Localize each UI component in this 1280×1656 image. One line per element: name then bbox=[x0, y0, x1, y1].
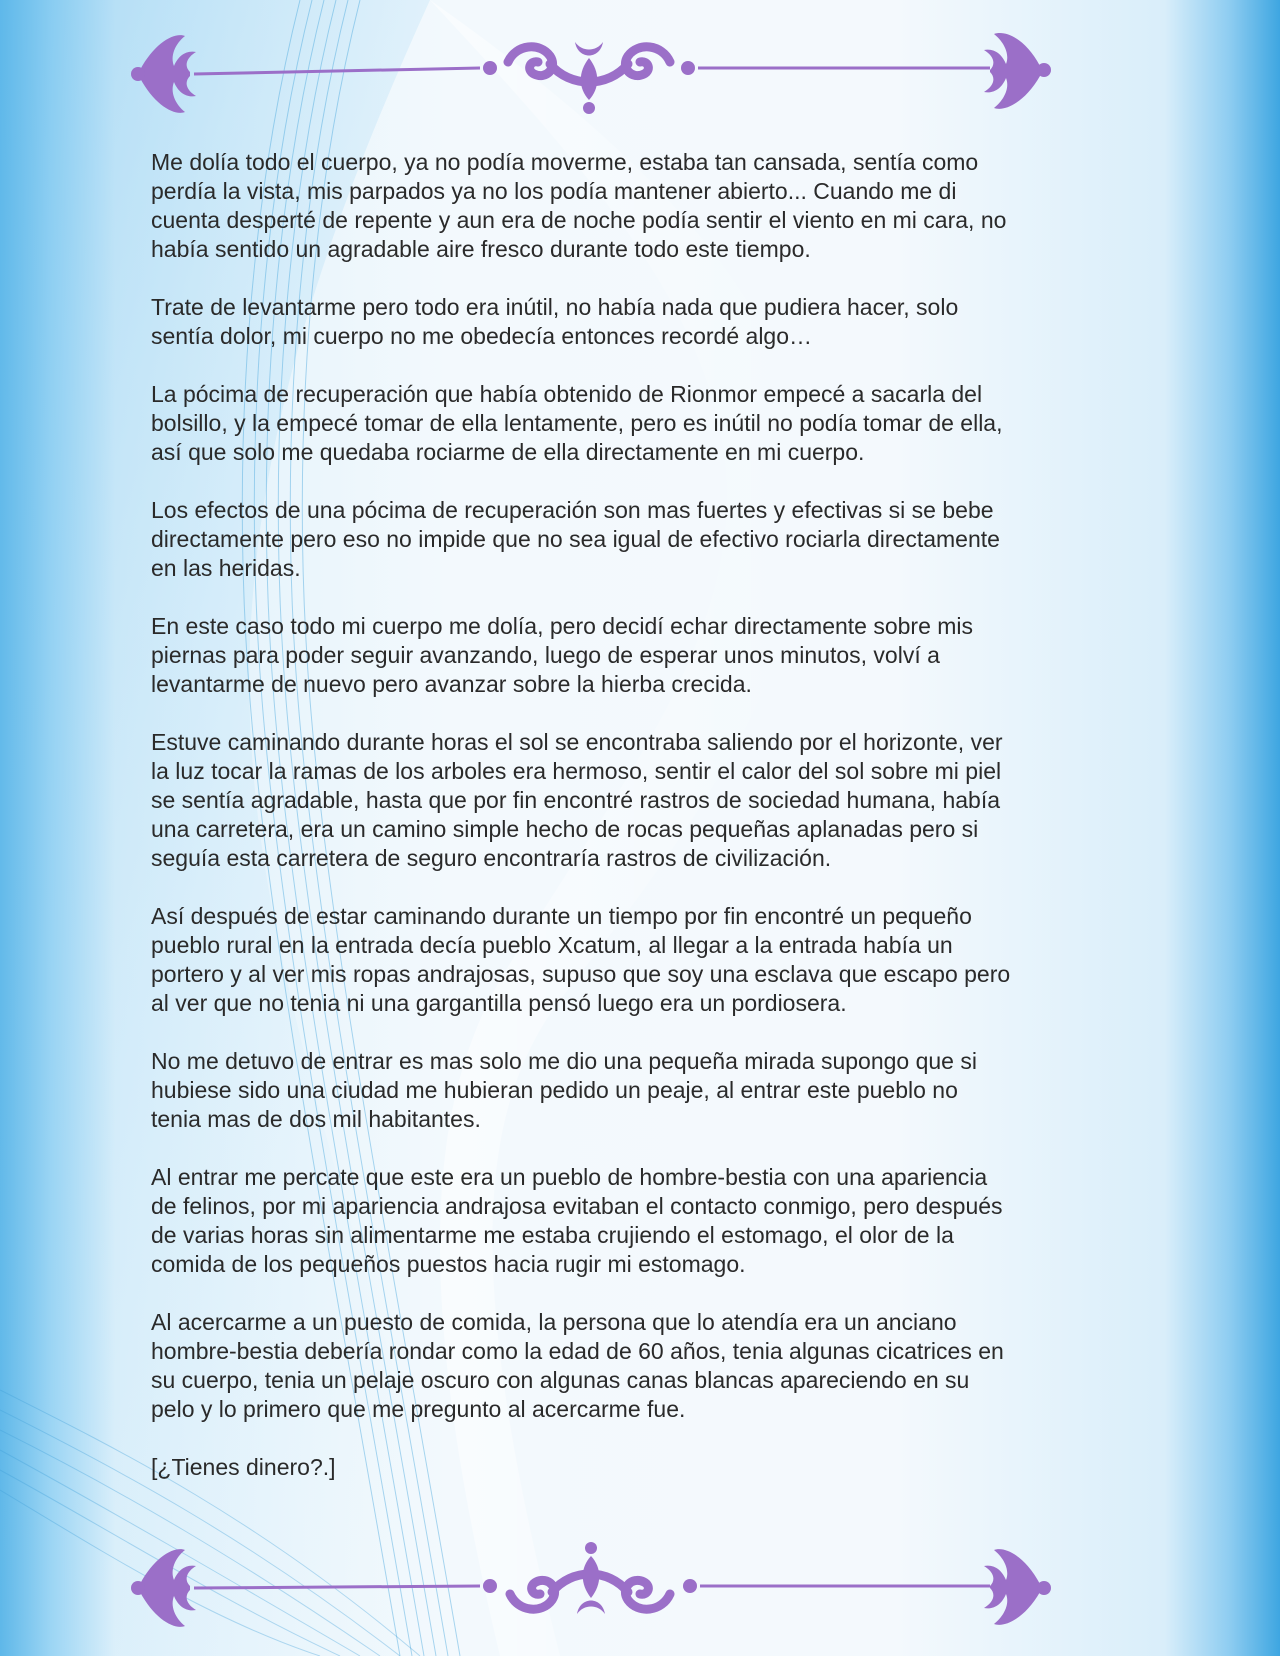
paragraph: No me detuvo de entrar es mas solo me dio una pequeña mirada supongo que si hubiese sido una ciudad me hubieran pedido un peaje, al entrar este pueblo no tenia mas de dos mil habitantes. bbox=[151, 1048, 977, 1132]
paragraph: La pócima de recuperación que había obtenido de Rionmor empecé a sacarla del bolsillo, y la empecé tomar de ella lentamente, pero es inútil no podía tomar de ella, así que solo me quedaba rociarme de ella directamente en mi cuerpo. bbox=[151, 381, 1003, 465]
paragraph: En este caso todo mi cuerpo me dolía, pero decidí echar directamente sobre mis piernas para poder seguir avanzando, luego de esperar unos minutos, volví a levantarme de nuevo pero avanzar sobre la hierba crecida. bbox=[151, 613, 974, 697]
paragraph: Me dolía todo el cuerpo, ya no podía moverme, estaba tan cansada, sentía como perdía la vista, mis parpados ya no los podía mantener abierto... Cuando me di cuenta desperté de repente y aun era de noche podía sentir el viento en mi cara, no había sentido un agradable aire fresco durante todo este tiempo. bbox=[151, 149, 1007, 262]
paragraph: Trate de levantarme pero todo era inútil, no había nada que pudiera hacer, solo sentía dolor, mi cuerpo no me obedecía entonces recordé algo… bbox=[151, 294, 959, 349]
paragraph: Así después de estar caminando durante un tiempo por fin encontré un pequeño pueblo rural en la entrada decía pueblo Xcatum, al llegar a la entrada había un portero y al ver mis ropas andrajosas, supuso que soy una esclava que escapo pero al ver que no tenia ni una gargantilla pensó luego era un pordiosera. bbox=[151, 903, 1011, 1016]
story-body bbox=[151, 148, 1091, 1511]
paragraph: Al acercarme a un puesto de comida, la persona que lo atendía era un anciano hombre-bestia debería rondar como la edad de 60 años, tenia algunas cicatrices en su cuerpo, tenia un pelaje oscuro con algunas canas blancas apareciendo en su pelo y lo primero que me pregunto al acercarme fue. bbox=[151, 1309, 1004, 1422]
paragraph: Los efectos de una pócima de recuperación son mas fuertes y efectivas si se bebe directamente pero eso no impide que no sea igual de efectivo rociarla directamente en las heridas. bbox=[151, 497, 1000, 581]
ornament-bottom bbox=[130, 1534, 1150, 1634]
paragraph: [¿Tienes dinero?.] bbox=[151, 1454, 336, 1480]
paragraph: Estuve caminando durante horas el sol se encontraba saliendo por el horizonte, ver la luz tocar la ramas de los arboles era hermoso, sentir el calor del sol sobre mi piel se sentía agradable, hasta que por fin encontré rastros de sociedad humana, había una carretera, era un camino simple hecho de rocas pequeñas aplanadas pero si seguía esta carretera de seguro encontraría rastros de civilización. bbox=[151, 729, 1003, 871]
paragraph: Al entrar me percate que este era un pueblo de hombre-bestia con una apariencia de felinos, por mi apariencia andrajosa evitaban el contacto conmigo, pero después de varias horas sin alimentarme me estaba crujiendo el estomago, el olor de la comida de los pequeños puestos hacia rugir mi estomago. bbox=[151, 1164, 1003, 1277]
ornament-top bbox=[130, 22, 1150, 122]
